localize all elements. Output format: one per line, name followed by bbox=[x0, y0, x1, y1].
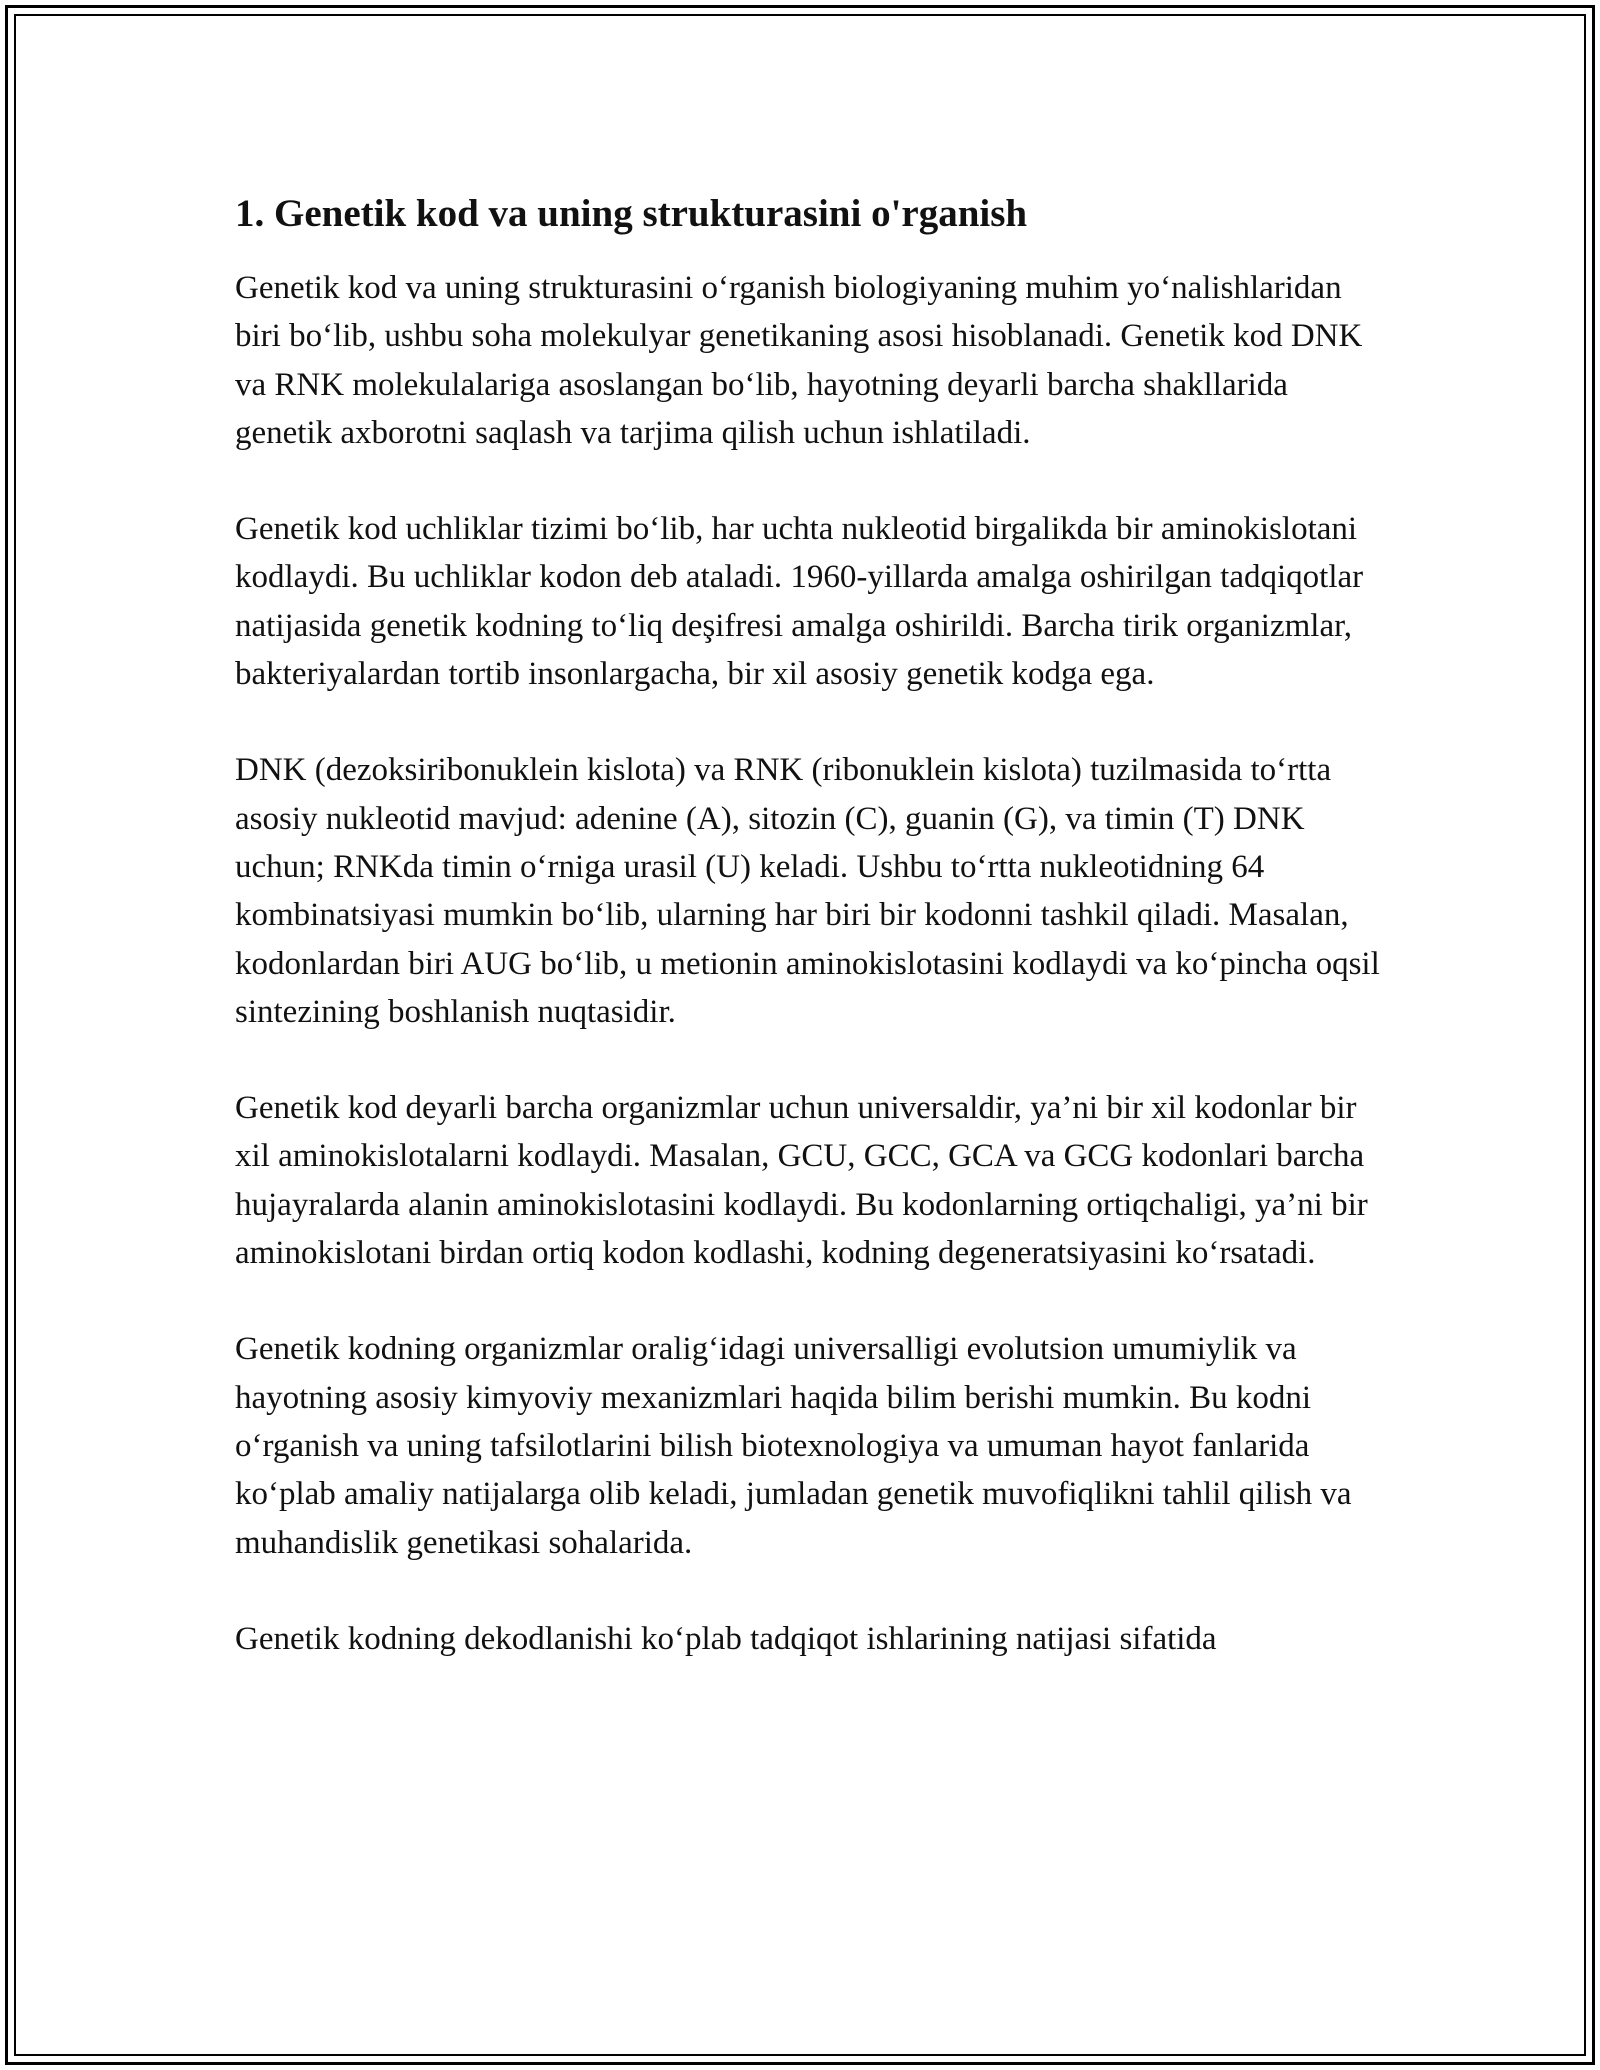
paragraph-3: DNK (dezoksiribonuklein kislota) va RNK (ribonuklein kislota) tuzilmasida to‘rtta asosiy nukleotid mavjud: adenine (A), sitozin (C), guanin (G), va timin (T) DNK uchun; RNKda timin o‘rniga urasil (U) keladi. Ushbu to‘rtta nukleotidning 64 kombinatsiyasi mumkin bo‘lib, ularning har biri bir kodonni tashkil qiladi. Masalan, kodonlardan biri AUG bo‘lib, u metionin aminokislotasini kodlaydi va ko‘pincha oqsil sintezining boshlanish nuqtasidir. bbox=[235, 752, 1380, 1030]
paragraph-4: Genetik kod deyarli barcha organizmlar uchun universaldir, ya’ni bir xil kodonlar bir xil aminokislotalarni kodlaydi. Masalan, GCU, GCC, GCA va GCG kodonlari barcha hujayralarda alanin aminokislotasini kodlaydi. Bu kodonlarning ortiqchaligi, ya’ni bir aminokislotani birdan ortiq kodon kodlashi, kodning degeneratsiyasini ko‘rsatadi. bbox=[235, 1090, 1368, 1272]
document-body bbox=[235, 186, 1385, 1711]
paragraph-2: Genetik kod uchliklar tizimi bo‘lib, har uchta nukleotid birgalikda bir aminokislotani kodlaydi. Bu uchliklar kodon deb ataladi. 1960-yillarda amalga oshirilgan tadqiqotlar natijasida genetik kodning to‘liq deşifresi amalga oshirildi. Barcha tirik organizmlar, bakteriyalardan tortib insonlargacha, bir xil asosiy genetik kodga ega. bbox=[235, 511, 1364, 693]
section-heading: 1. Genetik kod va uning strukturasini o'rganish bbox=[235, 192, 1028, 235]
paragraph-6: Genetik kodning dekodlanishi ko‘plab tadqiqot ishlarining natijasi sifatida bbox=[235, 1620, 1217, 1657]
paragraph-5: Genetik kodning organizmlar oralig‘idagi universalligi evolutsion umumiylik va hayotning asosiy kimyoviy mexanizmlari haqida bilim berishi mumkin. Bu kodni o‘rganish va uning tafsilotlarini bilish biotexnologiya va umuman hayot fanlarida ko‘plab amaliy natijalarga olib keladi, jumladan genetik muvofiqlikni tahlil qilish va muhandislik genetikasi sohalarida. bbox=[235, 1331, 1352, 1561]
paragraph-1: Genetik kod va uning strukturasini o‘rganish biologiyaning muhim yo‘nalishlaridan biri bo‘lib, ushbu soha molekulyar genetikaning asosi hisoblanadi. Genetik kod DNK va RNK molekulalariga asoslangan bo‘lib, hayotning deyarli barcha shakllarida genetik axborotni saqlash va tarjima qilish uchun ishlatiladi. bbox=[235, 270, 1363, 451]
